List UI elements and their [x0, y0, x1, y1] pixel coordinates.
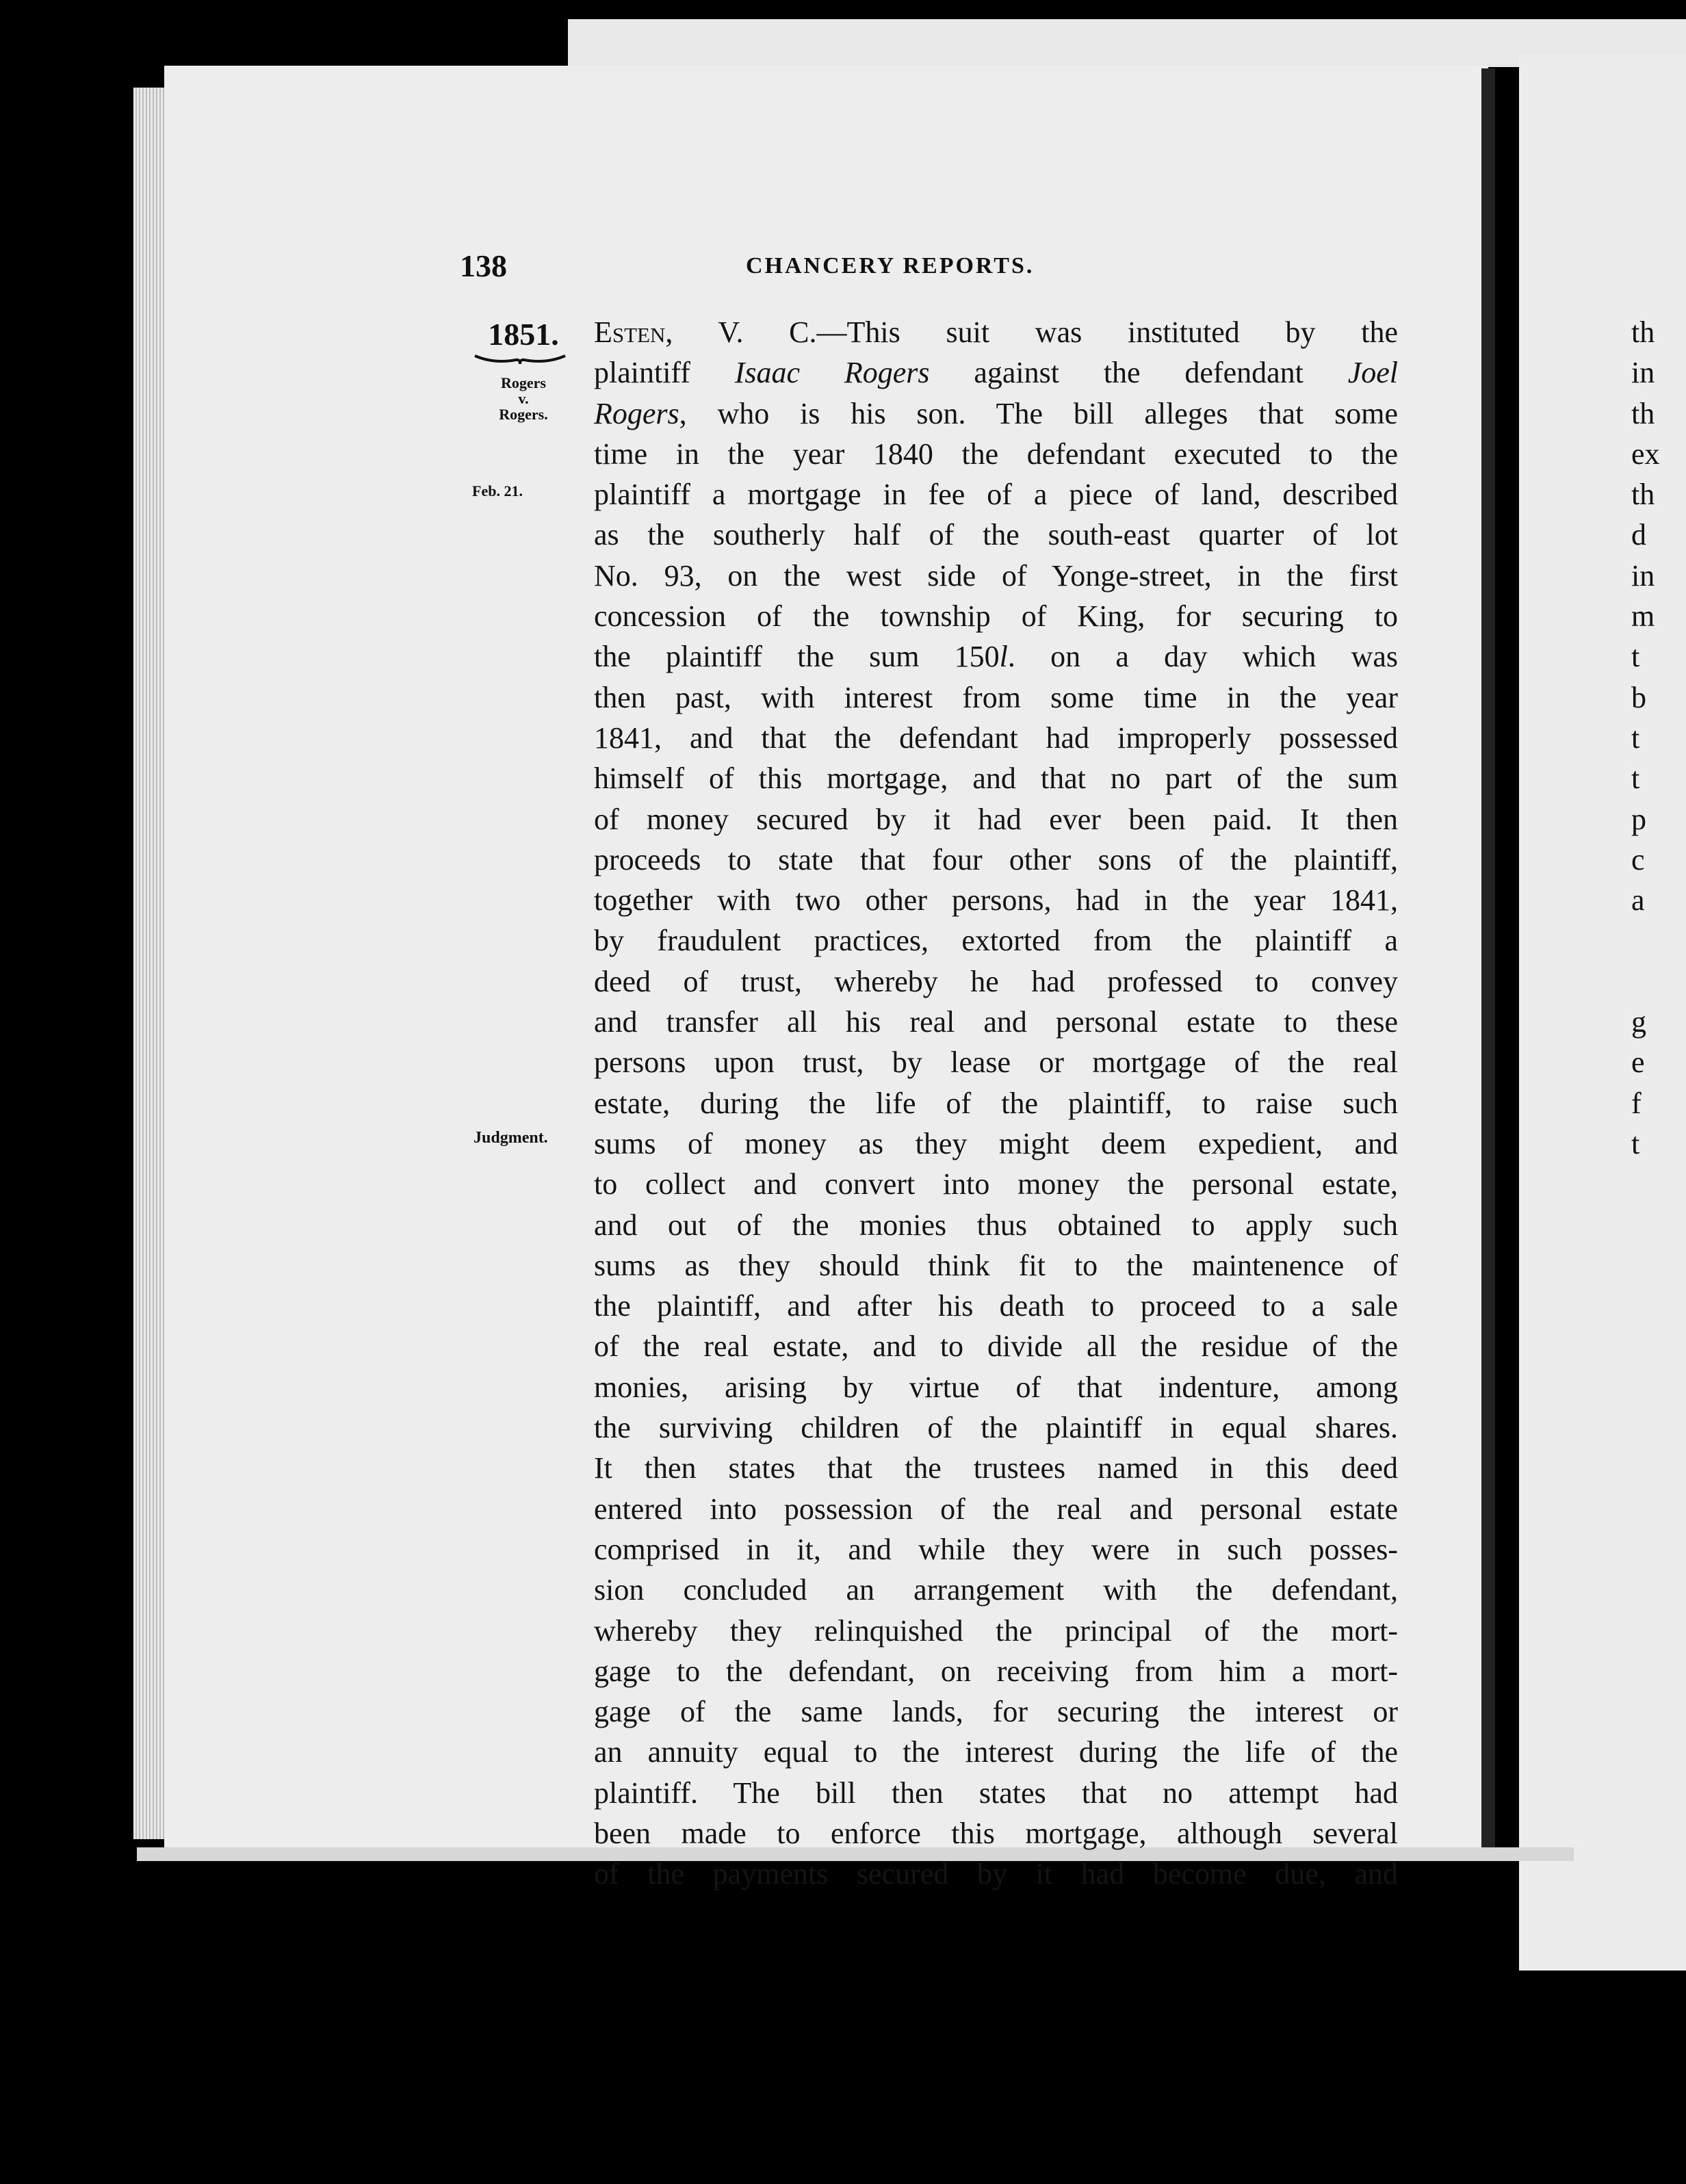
fragment-letter [1631, 961, 1686, 1002]
text-line: of the real estate, and to divide all the residue of the [594, 1329, 1398, 1364]
text-line: sion concluded an arrangement with the defendant, [594, 1573, 1398, 1607]
text-line: as the southerly half of the south-east quarter of lot [594, 518, 1398, 552]
fragment-letter: t [1631, 720, 1640, 755]
text-line: 1841, and that the defendant had improperly possessed [594, 720, 1398, 755]
party-name: Isaac Rogers [734, 356, 930, 390]
brace-icon [474, 353, 567, 367]
text-line: concession of the township of King, for securing to [594, 599, 1398, 634]
text-line [594, 636, 1398, 677]
scan-top-strip [568, 19, 1686, 67]
fragment-letter: t [1631, 640, 1640, 674]
text-line: and out of the monies thus obtained to apply such [594, 1208, 1398, 1242]
text-line: whereby they relinquished the principal of the mort- [594, 1613, 1398, 1648]
text-line: estate, during the life of the plaintiff, to raise such [594, 1086, 1398, 1120]
fragment-letter: th [1631, 315, 1655, 349]
text-span: , V. C.—This suit was instituted by the [665, 315, 1398, 349]
fragment-letter: d [1631, 518, 1646, 552]
text-line: himself of this mortgage, and that no part of the sum [594, 762, 1398, 796]
text-span: against the defendant [929, 356, 1348, 390]
text-line: persons upon trust, by lease or mortgage of the real [594, 1045, 1398, 1080]
fragment-letter: th [1631, 396, 1655, 430]
text-line: and transfer all his real and personal estate to these [594, 1005, 1398, 1039]
text-line: entered into possession of the real and personal estate [594, 1492, 1398, 1526]
text-line: sums as they should think fit to the maintenence of [594, 1248, 1398, 1282]
text-line: then past, with interest from some time in the year [594, 680, 1398, 714]
text-line: by fraudulent practices, extorted from the plaintiff a [594, 924, 1398, 958]
case-party-1: Rogers [501, 374, 546, 391]
text-line [594, 312, 1398, 352]
fragment-letter: g [1631, 1005, 1646, 1039]
text-line: of the payments secured by it had become due, and [594, 1857, 1398, 1891]
text-line: an annuity equal to the interest during the life of the [594, 1735, 1398, 1769]
case-versus: v. [518, 390, 529, 407]
fragment-letter: p [1631, 802, 1646, 836]
text-line: deed of trust, whereby he had professed to convey [594, 964, 1398, 998]
page-gutter [1481, 68, 1495, 1847]
fragment-letter: in [1631, 356, 1655, 390]
margin-judgment: Judgment. [474, 1129, 548, 1147]
text-line: It then states that the trustees named in this deed [594, 1451, 1398, 1485]
text-line: gage of the same lands, for securing the interest or [594, 1695, 1398, 1729]
text-line: of money secured by it had ever been paid. It then [594, 802, 1398, 836]
text-line: plaintiff. The bill then states that no attempt had [594, 1776, 1398, 1810]
text-line: plaintiff a mortgage in fee of a piece of land, described [594, 478, 1398, 512]
text-span: plaintiff [594, 356, 735, 390]
fragment-letter: e [1631, 1045, 1645, 1080]
fragment-letter: th [1631, 478, 1655, 512]
fragment-letter: ex [1631, 437, 1660, 471]
party-name: Joel [1347, 356, 1398, 390]
fragment-letter: b [1631, 680, 1646, 714]
running-head: CHANCERY REPORTS. [746, 253, 1035, 278]
next-page-fragments [1631, 312, 1686, 1164]
text-line: No. 93, on the west side of Yonge-street, in the first [594, 558, 1398, 593]
text-line [594, 352, 1398, 393]
page-number: 138 [460, 248, 507, 283]
text-line: to collect and convert into money the personal estate, [594, 1167, 1398, 1201]
fragment-letter: f [1631, 1086, 1642, 1120]
fragment-letter: t [1631, 1126, 1640, 1160]
margin-date: Feb. 21. [472, 482, 523, 499]
fragment-letter: m [1631, 599, 1655, 634]
text-line: comprised in it, and while they were in such posses- [594, 1532, 1398, 1566]
text-line: the surviving children of the plaintiff in equal shares. [594, 1411, 1398, 1445]
margin-year: 1851. [488, 317, 559, 352]
fragment-letter: t [1631, 762, 1640, 796]
text-line: proceeds to state that four other sons of the plaintiff, [594, 842, 1398, 876]
judge-name: Esten [594, 315, 666, 349]
text-line: sums of money as they might deem expedient, and [594, 1126, 1398, 1160]
fragment-letter: c [1631, 842, 1645, 876]
fragment-letter: in [1631, 558, 1655, 593]
party-name: Rogers [594, 396, 679, 430]
text-line [594, 393, 1398, 434]
margin-case-name [472, 375, 575, 422]
page-header [0, 248, 1686, 289]
text-line: time in the year 1840 the defendant executed to the [594, 437, 1398, 471]
page-stack-edge [133, 88, 168, 1839]
text-line: together with two other persons, had in the year 1841, [594, 883, 1398, 918]
text-span: , who is his son. The bill alleges that some [679, 396, 1398, 430]
currency-unit: l [999, 640, 1008, 674]
fragment-letter [1631, 920, 1686, 961]
text-span: . on a day which was [1007, 640, 1399, 674]
text-line: been made to enforce this mortgage, although several [594, 1816, 1398, 1850]
text-line: monies, arising by virtue of that indenture, among [594, 1370, 1398, 1404]
text-line: gage to the defendant, on receiving from him a mort- [594, 1654, 1398, 1688]
judgment-text [594, 312, 1398, 1895]
case-party-2: Rogers. [499, 406, 548, 423]
text-line: the plaintiff, and after his death to proceed to a sale [594, 1289, 1398, 1323]
fragment-letter: a [1631, 883, 1645, 918]
text-span: the plaintiff the sum 150 [594, 640, 1000, 674]
